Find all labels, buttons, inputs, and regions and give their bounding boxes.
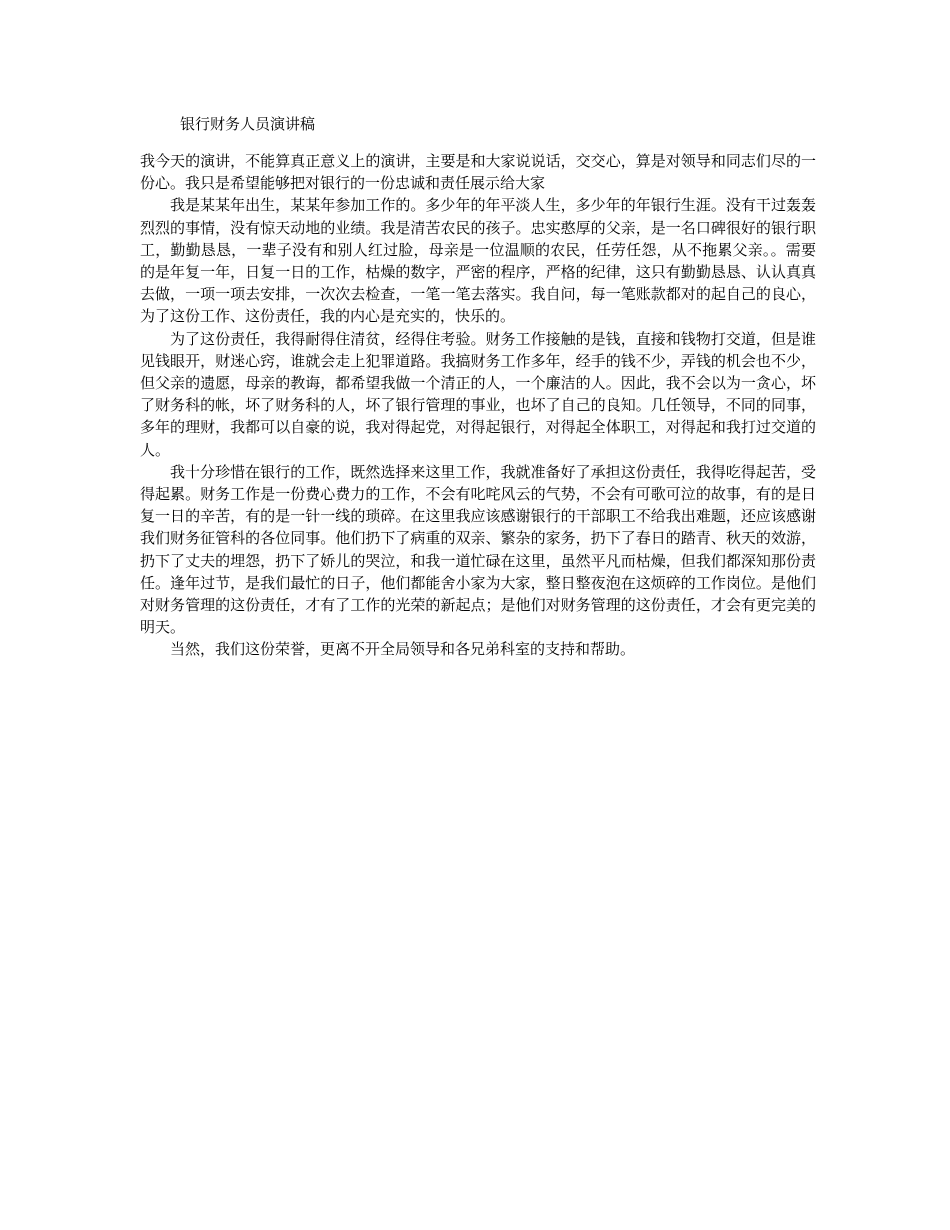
document-body xyxy=(140,150,816,661)
paragraph-closing: 当然，我们这份荣誉，更离不开全局领导和各兄弟科室的支持和帮助。 xyxy=(170,640,636,659)
paragraph-intro: 我今天的演讲，不能算真正意义上的演讲，主要是和大家说说话，交交心，算是对领导和同志们尽的一份心。我只是希望能够把对银行的一份忠诚和责任展示给大家 xyxy=(140,152,816,193)
paragraph-integrity: 为了这份责任，我得耐得住清贫，经得住考验。财务工作接触的是钱，直接和钱物打交道，但是谁见钱眼开，财迷心窍，谁就会走上犯罪道路。我搞财务工作多年，经手的钱不少，弄钱的机会也不少，但父亲的遗愿，母亲的教诲，都希望我做一个清正的人，一个廉洁的人。因此，我不会以为一贪心，坏了财务科的帐，坏了财务科的人，坏了银行管理的事业，也坏了自己的良知。几任领导，不同的同事，多年的理财，我都可以自豪的说，我对得起党，对得起银行，对得起全体职工，对得起和我打过交道的人。 xyxy=(140,329,816,459)
document-title: 银行财务人员演讲稿 xyxy=(180,115,316,133)
paragraph-dedication: 我十分珍惜在银行的工作，既然选择来这里工作，我就准备好了承担这份责任，我得吃得起苦，受得起累。财务工作是一份费心费力的工作，不会有叱咤风云的气势，不会有可歌可泣的故事，有的是日复一日的辛苦，有的是一针一线的琐碎。在这里我应该感谢银行的干部职工不给我出难题，还应该感谢我们财务征管科的各位同事。他们扔下了病重的双亲、繁杂的家务，扔下了春日的踏青、秋天的效游，扔下了丈夫的埋怨，扔下了娇儿的哭泣，和我一道忙碌在这里，虽然平凡而枯燥，但我们都深知那份责任。逢年过节，是我们最忙的日子，他们都能舍小家为大家，整日整夜泡在这烦碎的工作岗位。是他们对财务管理的这份责任，才有了工作的光荣的新起点；是他们对财务管理的这份责任，才会有更完美的明天。 xyxy=(140,462,816,637)
paragraph-background: 我是某某年出生，某某年参加工作的。多少年的年平淡人生，多少年的年银行生涯。没有干过轰轰烈烈的事情，没有惊天动地的业绩。我是清苦农民的孩子。忠实憨厚的父亲，是一名口碑很好的银行职工，勤勤恳恳，一辈子没有和别人红过脸，母亲是一位温顺的农民，任劳任怨，从不拖累父亲。。需要的是年复一年，日复一日的工作，枯燥的数字，严密的程序，严格的纪律，这只有勤勤恳恳、认认真真去做，一项一项去安排，一次次去检查，一笔一笔去落实。我自问，每一笔账款都对的起自己的良心，为了这份工作、这份责任，我的内心是充实的，快乐的。 xyxy=(140,196,816,326)
